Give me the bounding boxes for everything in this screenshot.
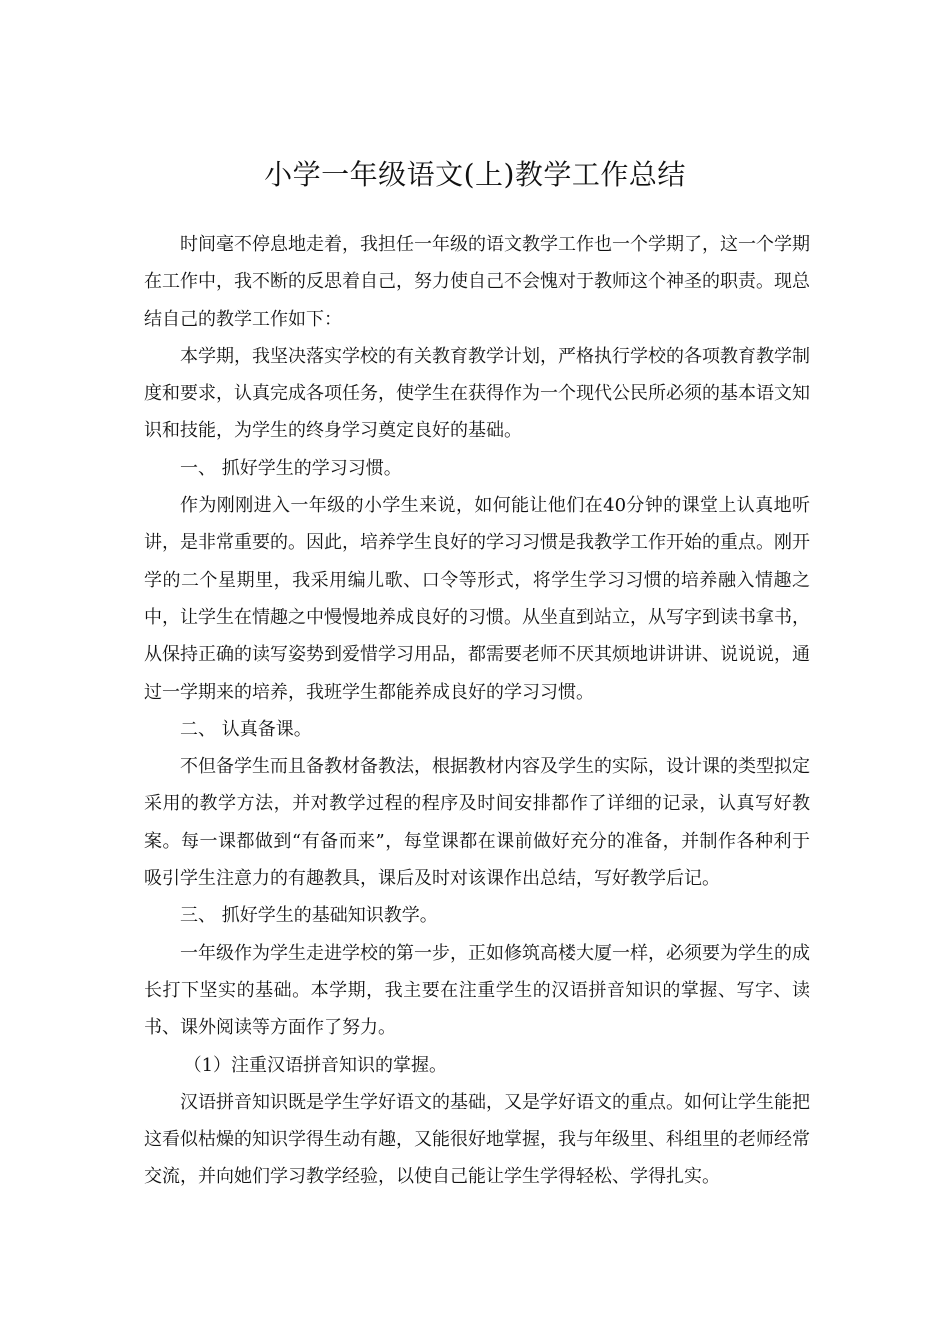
document-body: [144, 226, 810, 1196]
document-title: 小学一年级语文(上)教学工作总结: [264, 158, 686, 191]
paragraph-lesson-prep: 不但备学生而且备教材备教法，根据教材内容及学生的实际，设计课的类型拟定采用的教学方法，并对教学过程的程序及时间安排都作了详细的记录，认真写好教案。每一课都做到“有备而来”，每堂课都在课前做好充分的准备，并制作各种利于吸引学生注意力的有趣教具，课后及时对该课作出总结，写好教学后记。: [144, 756, 810, 890]
subsection-heading-pinyin: （1）注重汉语拼音知识的掌握。: [183, 1054, 448, 1076]
paragraph-plan: 本学期，我坚决落实学校的有关教育教学计划，严格执行学校的各项教育教学制度和要求，认真完成各项任务，使学生在获得作为一个现代公民所必须的基本语文知识和技能，为学生的终身学习奠定良好的基础。: [144, 345, 810, 442]
paragraph-intro: 时间毫不停息地走着，我担任一年级的语文教学工作也一个学期了，这一个学期在工作中，我不断的反思着自己，努力使自己不会愧对于教师这个神圣的职责。现总结自己的教学工作如下：: [144, 234, 810, 330]
paragraph-habits: 作为刚刚进入一年级的小学生来说，如何能让他们在40分钟的课堂上认真地听讲，是非常重要的。因此，培养学生良好的学习习惯是我教学工作开始的重点。刚开学的二个星期里，我采用编儿歌、口令等形式，将学生学习习惯的培养融入情趣之中，让学生在情趣之中慢慢地养成良好的习惯。从坐直到站立，从写字到读书拿书，从保持正确的读写姿势到爱惜学习用品，都需要老师不厌其烦地讲讲讲、说说说，通过一学期来的培养，我班学生都能养成良好的学习习惯。: [144, 495, 810, 703]
paragraph-basics: 一年级作为学生走进学校的第一步，正如修筑高楼大厦一样，必须要为学生的成长打下坚实的基础。本学期，我主要在注重学生的汉语拼音知识的掌握、写字、读书、课外阅读等方面作了努力。: [144, 942, 810, 1039]
paragraph-pinyin: 汉语拼音知识既是学生学好语文的基础，又是学好语文的重点。如何让学生能把这看似枯燥的知识学得生动有趣，又能很好地掌握，我与年级里、科组里的老师经常交流，并向她们学习教学经验，以使自己能让学生学得轻松、学得扎实。: [144, 1091, 810, 1188]
section-heading-habits: 一、 抓好学生的学习习惯。: [180, 457, 402, 479]
section-heading-basics: 三、 抓好学生的基础知识教学。: [180, 905, 438, 927]
section-heading-lesson-prep: 二、 认真备课。: [180, 718, 312, 740]
